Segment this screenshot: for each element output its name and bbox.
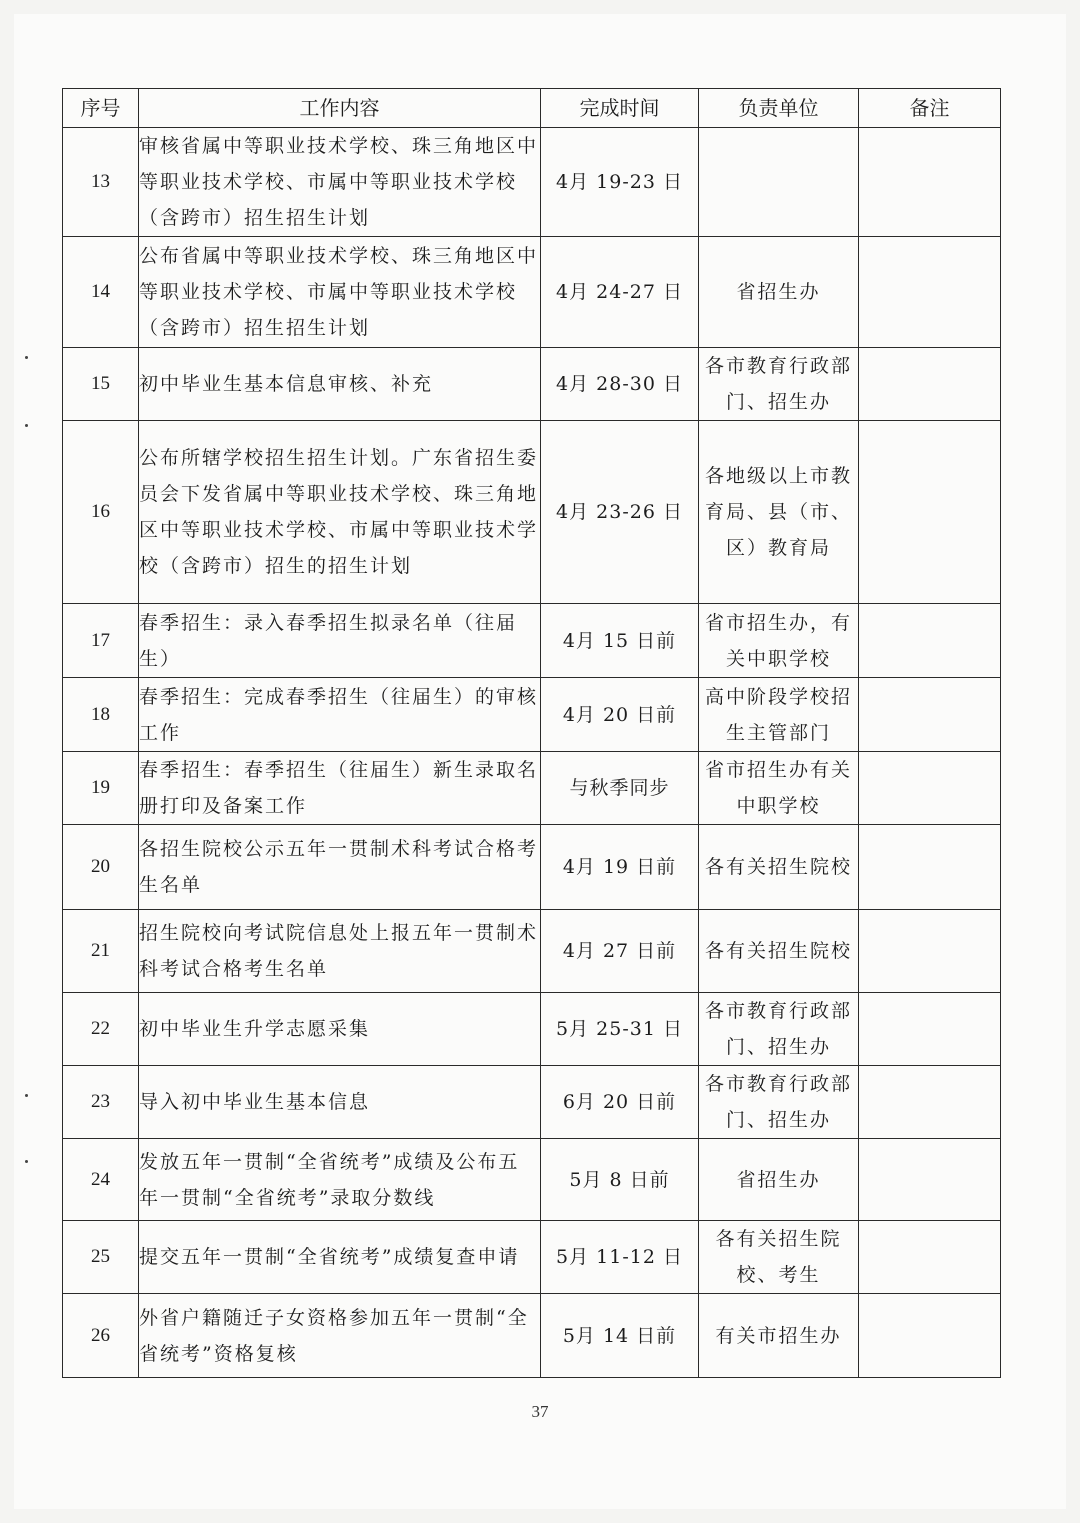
row-content: 外省户籍随迁子女资格参加五年一贯制“全省统考”资格复核 <box>139 1294 541 1378</box>
row-time: 5月 11-12 日 <box>541 1221 699 1294</box>
schedule-table <box>62 88 1001 1378</box>
row-time: 与秋季同步 <box>541 752 699 825</box>
row-seq: 25 <box>63 1221 139 1294</box>
row-time: 4月 19-23 日 <box>541 128 699 237</box>
row-note <box>859 421 1001 604</box>
row-note <box>859 752 1001 825</box>
row-note <box>859 678 1001 752</box>
row-note <box>859 1139 1001 1221</box>
row-content: 发放五年一贯制“全省统考”成绩及公布五年一贯制“全省统考”录取分数线 <box>139 1139 541 1221</box>
table-row <box>63 128 1001 237</box>
row-content: 提交五年一贯制“全省统考”成绩复查申请 <box>139 1221 541 1294</box>
row-time: 5月 8 日前 <box>541 1139 699 1221</box>
row-unit: 高中阶段学校招生主管部门 <box>699 678 859 752</box>
row-seq: 26 <box>63 1294 139 1378</box>
row-unit: 各有关招生院校 <box>699 910 859 993</box>
row-seq: 19 <box>63 752 139 825</box>
scan-mark <box>25 356 28 359</box>
row-time: 5月 25-31 日 <box>541 993 699 1066</box>
row-time: 5月 14 日前 <box>541 1294 699 1378</box>
row-seq: 20 <box>63 825 139 910</box>
table-row <box>63 1066 1001 1139</box>
page-number: 37 <box>531 1402 549 1421</box>
row-note <box>859 1294 1001 1378</box>
row-seq: 17 <box>63 604 139 678</box>
scan-mark <box>25 424 28 427</box>
header-content: 工作内容 <box>139 89 541 128</box>
scan-mark <box>25 1094 28 1097</box>
row-note <box>859 825 1001 910</box>
row-note <box>859 910 1001 993</box>
row-note <box>859 128 1001 237</box>
row-time: 4月 28-30 日 <box>541 348 699 421</box>
table-row <box>63 678 1001 752</box>
row-content: 春季招生：春季招生（往届生）新生录取名册打印及备案工作 <box>139 752 541 825</box>
table-row <box>63 1294 1001 1378</box>
row-unit: 各有关招生院校、考生 <box>699 1221 859 1294</box>
header-time: 完成时间 <box>541 89 699 128</box>
row-note <box>859 348 1001 421</box>
row-unit: 有关市招生办 <box>699 1294 859 1378</box>
row-note <box>859 993 1001 1066</box>
row-unit: 各市教育行政部门、招生办 <box>699 348 859 421</box>
scan-mark <box>25 1160 28 1163</box>
row-unit: 省市招生办有关中职学校 <box>699 752 859 825</box>
row-seq: 16 <box>63 421 139 604</box>
table-row <box>63 604 1001 678</box>
row-seq: 18 <box>63 678 139 752</box>
row-note <box>859 237 1001 348</box>
row-content: 各招生院校公示五年一贯制术科考试合格考生名单 <box>139 825 541 910</box>
row-content: 春季招生：完成春季招生（往届生）的审核工作 <box>139 678 541 752</box>
table-row <box>63 752 1001 825</box>
row-content: 公布省属中等职业技术学校、珠三角地区中等职业技术学校、市属中等职业技术学校（含跨市）招生招生计划 <box>139 237 541 348</box>
row-note <box>859 604 1001 678</box>
row-seq: 24 <box>63 1139 139 1221</box>
row-unit: 省市招生办，有关中职学校 <box>699 604 859 678</box>
row-seq: 13 <box>63 128 139 237</box>
table-row <box>63 910 1001 993</box>
table-row <box>63 1221 1001 1294</box>
row-content: 初中毕业生升学志愿采集 <box>139 993 541 1066</box>
row-note <box>859 1221 1001 1294</box>
row-unit: 省招生办 <box>699 237 859 348</box>
row-note <box>859 1066 1001 1139</box>
row-time: 4月 23-26 日 <box>541 421 699 604</box>
row-time: 6月 20 日前 <box>541 1066 699 1139</box>
row-unit <box>699 128 859 237</box>
table-row <box>63 348 1001 421</box>
row-unit: 各市教育行政部门、招生办 <box>699 1066 859 1139</box>
row-seq: 14 <box>63 237 139 348</box>
row-time: 4月 24-27 日 <box>541 237 699 348</box>
row-content: 审核省属中等职业技术学校、珠三角地区中等职业技术学校、市属中等职业技术学校（含跨市）招生招生计划 <box>139 128 541 237</box>
header-note: 备注 <box>859 89 1001 128</box>
row-time: 4月 19 日前 <box>541 825 699 910</box>
row-content: 公布所辖学校招生招生计划。广东省招生委员会下发省属中等职业技术学校、珠三角地区中等职业技术学校、市属中等职业技术学校（含跨市）招生的招生计划 <box>139 421 541 604</box>
row-content: 导入初中毕业生基本信息 <box>139 1066 541 1139</box>
header-unit: 负责单位 <box>699 89 859 128</box>
row-content: 招生院校向考试院信息处上报五年一贯制术科考试合格考生名单 <box>139 910 541 993</box>
row-seq: 22 <box>63 993 139 1066</box>
row-seq: 15 <box>63 348 139 421</box>
row-unit: 各地级以上市教育局、县（市、区）教育局 <box>699 421 859 604</box>
table-row <box>63 1139 1001 1221</box>
row-content: 初中毕业生基本信息审核、补充 <box>139 348 541 421</box>
table-row <box>63 237 1001 348</box>
row-seq: 21 <box>63 910 139 993</box>
row-time: 4月 15 日前 <box>541 604 699 678</box>
table-header-row <box>63 89 1001 128</box>
table-row <box>63 993 1001 1066</box>
header-seq: 序号 <box>63 89 139 128</box>
row-seq: 23 <box>63 1066 139 1139</box>
row-content: 春季招生：录入春季招生拟录名单（往届生） <box>139 604 541 678</box>
table-row <box>63 421 1001 604</box>
row-unit: 省招生办 <box>699 1139 859 1221</box>
row-time: 4月 20 日前 <box>541 678 699 752</box>
row-time: 4月 27 日前 <box>541 910 699 993</box>
table-row <box>63 825 1001 910</box>
row-unit: 各有关招生院校 <box>699 825 859 910</box>
row-unit: 各市教育行政部门、招生办 <box>699 993 859 1066</box>
